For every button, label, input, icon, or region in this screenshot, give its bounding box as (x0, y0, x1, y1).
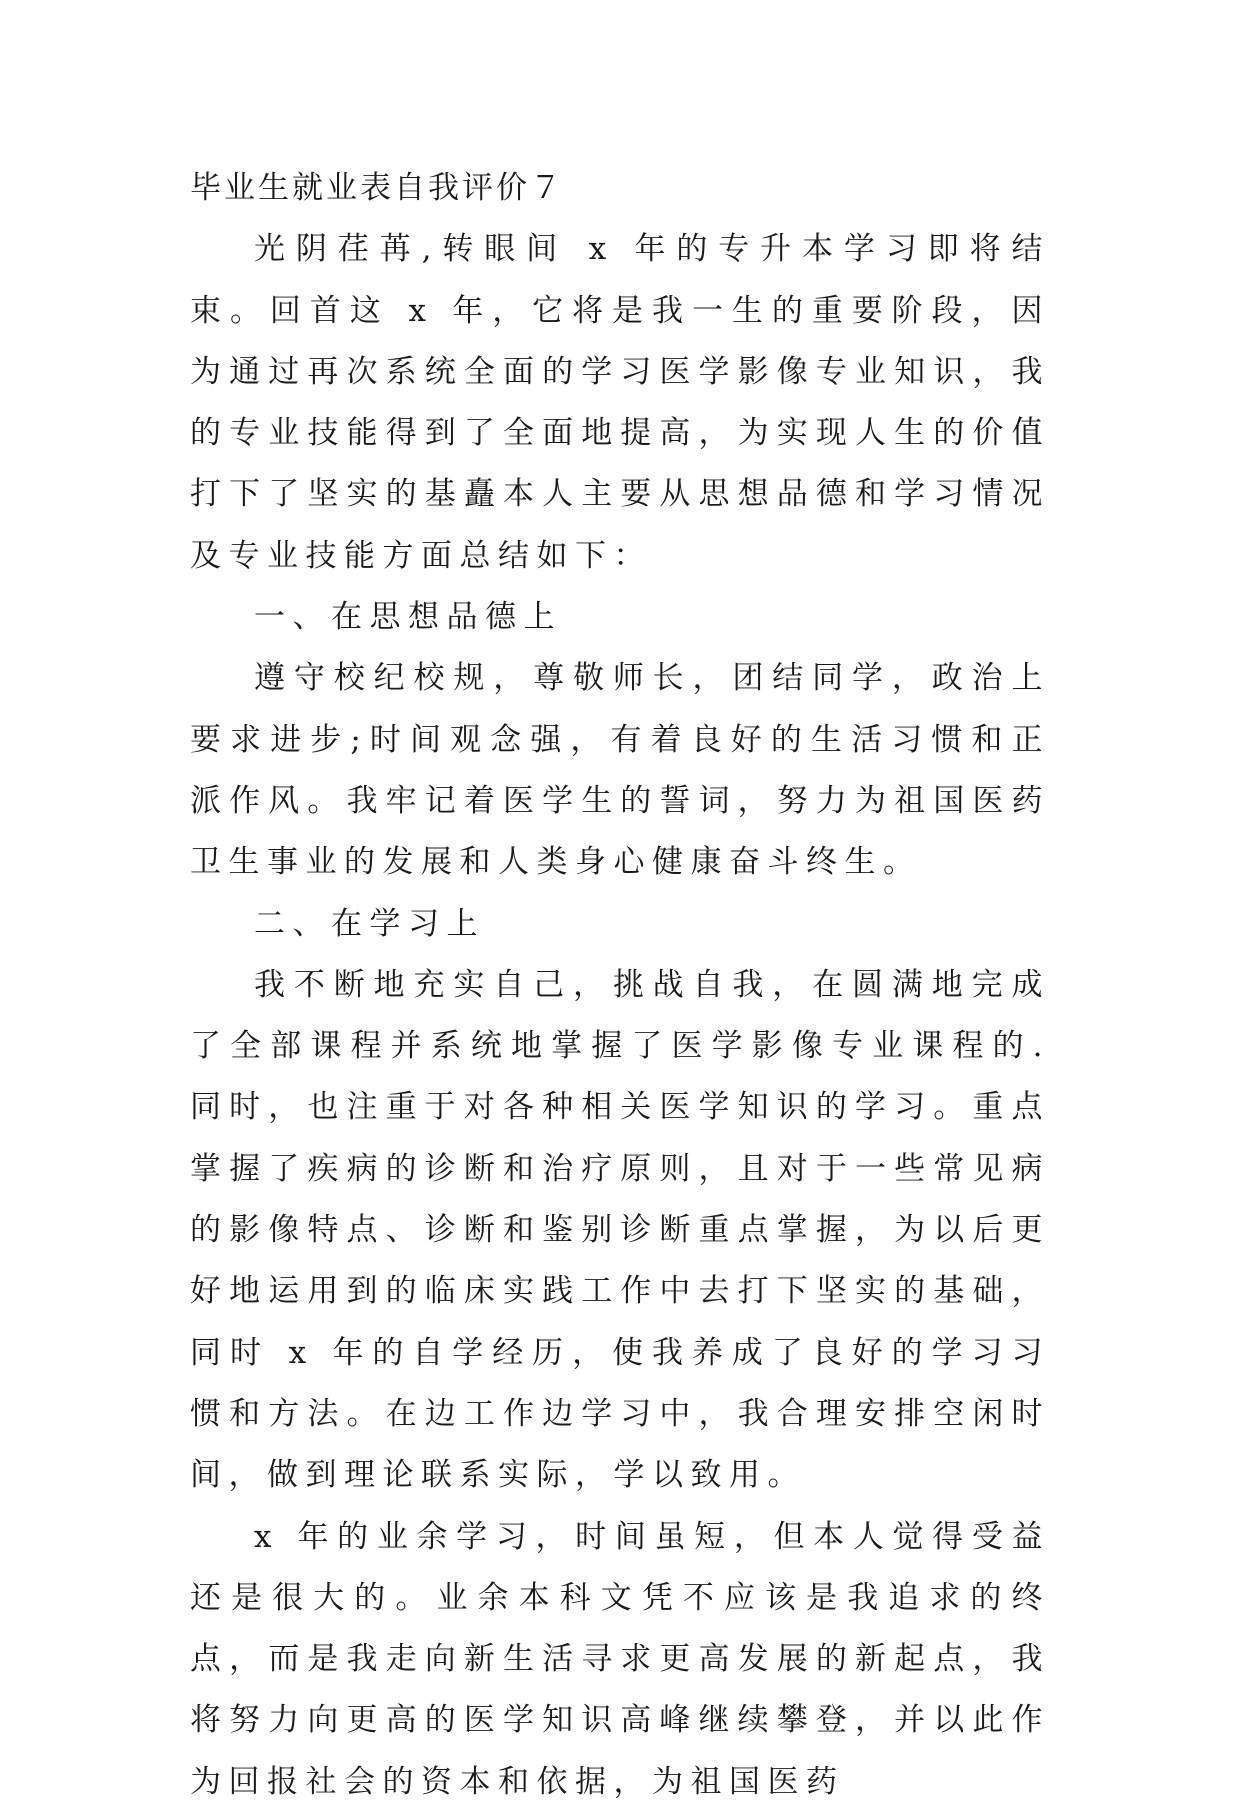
document-title: 毕业生就业表自我评价７ (190, 170, 564, 206)
section-heading-study: 二、在学习上 (254, 905, 485, 942)
paragraph-intro: 光阴荏苒,转眼间 x 年的专升本学习即将结束。回首这 x 年，它将是我一生的重要阶段，因为通过再次系统全面的学习医学影像专业知识，我的专业技能得到了全面地提高，为实现人生的价值打下了坚实的基矗本人主要从思想品德和学习情况及专业技能方面总结如下： (190, 231, 1050, 574)
section-heading-ideology: 一、在思想品德上 (254, 599, 562, 636)
paragraph-ideology: 遵守校纪校规，尊敬师长，团结同学，政治上要求进步;时间观念强，有着良好的生活习惯和正派作风。我牢记着医学生的誓词，努力为祖国医药卫生事业的发展和人类身心健康奋斗终生。 (190, 660, 1050, 881)
document-body (190, 158, 1050, 1813)
paragraph-conclusion: x 年的业余学习，时间虽短，但本人觉得受益还是很大的。业余本科文凭不应该是我追求的终点，而是我走向新生活寻求更高发展的新起点，我将努力向更高的医学知识高峰继续攀登，并以此作为回报社会的资本和依据，为祖国医药 (190, 1518, 1050, 1800)
paragraph-study: 我不断地充实自己，挑战自我，在圆满地完成了全部课程并系统地掌握了医学影像专业课程的.同时，也注重于对各种相关医学知识的学习。重点掌握了疾病的诊断和治疗原则，且对于一些常见病的影像特点、诊断和鉴别诊断重点掌握，为以后更好地运用到的临床实践工作中去打下坚实的基础，同时 x 年的自学经历，使我养成了良好的学习习惯和方法。在边工作边学习中，我合理安排空闲时间，做到理论联系实际，学以致用。 (190, 966, 1050, 1494)
